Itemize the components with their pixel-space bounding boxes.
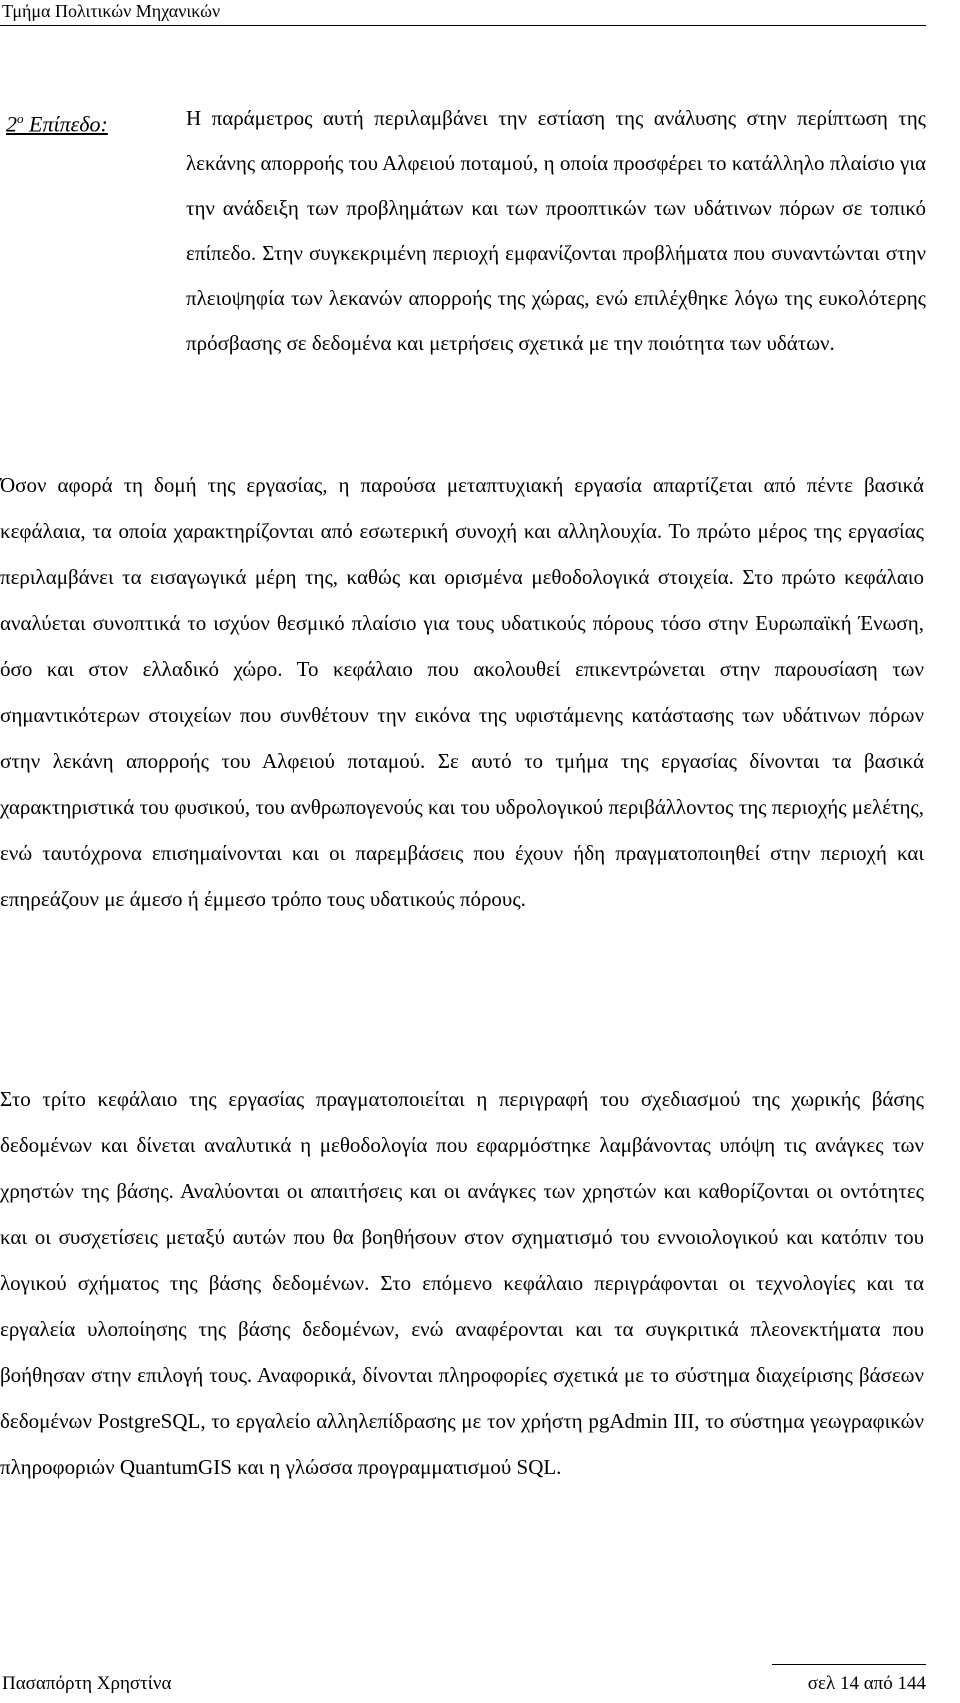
level-section	[0, 96, 926, 366]
page-header	[0, 0, 926, 22]
footer-page-number: σελ 14 από 144	[807, 1673, 926, 1694]
paragraph-chapters: Στο τρίτο κεφάλαιο της εργασίας πραγματοποιείται η περιγραφή του σχεδιασμού της χωρικής βάσης δεδομένων και δίνεται αναλυτικά η μεθοδολογία που εφαρμόστηκε λαμβάνοντας υπόψη τις ανάγκες των χρηστών της βάσης. Αναλύονται οι απαιτήσεις και οι ανάγκες των χρηστών και καθορίζονται οι οντότητες και οι συσχετίσεις μεταξύ αυτών που θα βοηθήσουν στον σχηματισμό του εννοιολογικού και κατόπιν του λογικού σχήματος της βάσης δεδομένων. Στο επόμενο κεφάλαιο περιγράφονται οι τεχνολογίες και τα εργαλεία υλοποίησης της βάσης δεδομένων, ενώ αναφέρονται και τα συγκριτικά πλεονεκτήματα που βοήθησαν στην επιλογή τους. Αναφορικά, δίνονται πληροφορίες σχετικά με το σύστημα διαχείρισης βάσεων δεδομένων PostgreSQL, το εργαλείο αλληλεπίδρασης με τον χρήστη pgAdmin III, το σύστημα γεωγραφικών πληροφοριών QuantumGIS και η γλώσσα προγραμματισμού SQL.	[0, 1087, 924, 1479]
paragraph-structure: Όσον αφορά τη δομή της εργασίας, η παρούσα μεταπτυχιακή εργασία απαρτίζεται από πέντε βασικά κεφάλαια, τα οποία χαρακτηρίζονται από εσωτερική συνοχή και αλληλουχία. Το πρώτο μέρος της εργασίας περιλαμβάνει τα εισαγωγικά μέρη της, καθώς και ορισμένα μεθοδολογικά στοιχεία. Στο πρώτο κεφάλαιο αναλύεται συνοπτικά το ισχύον θεσμικό πλαίσιο για τους υδατικούς πόρους τόσο στην Ευρωπαϊκή Ένωση, όσο και στον ελλαδικό χώρο. Το κεφάλαιο που ακολουθεί επικεντρώνεται στην παρουσίαση των σημαντικότερων στοιχείων που συνθέτουν την εικόνα της υφιστάμενης κατάστασης των υδάτινων πόρων στην λεκάνη απορροής του Αλφειού ποταμού. Σε αυτό το τμήμα της εργασίας δίνονται τα βασικά χαρακτηριστικά του φυσικού, του ανθρωπογενούς και του υδρολογικού περιβάλλοντος της περιοχής μελέτης, ενώ ταυτόχρονα επισημαίνονται και οι παρεμβάσεις που έχουν ήδη πραγματοποιηθεί στην περιοχή και επηρεάζουν με άμεσο ή έμμεσο τρόπο τους υδατικούς πόρους.	[0, 473, 924, 911]
header-divider	[0, 25, 926, 26]
header-title: Τμήμα Πολιτικών Μηχανικών	[2, 1, 221, 21]
footer-author: Πασαπόρτη Χρηστίνα	[2, 1673, 172, 1694]
level-label: $2^o$ Επίπεδο:	[6, 111, 108, 137]
page-footer	[0, 1672, 926, 1696]
footer-divider	[772, 1664, 926, 1665]
level-description: Η παράμετρος αυτή περιλαμβάνει την εστίαση της ανάλυσης στην περίπτωση της λεκάνης απορροής του Αλφειού ποταμού, η οποία προσφέρει το κατάλληλο πλαίσιο για την ανάδειξη των προβλημάτων και των προοπτικών των υδάτινων πόρων σε τοπικό επίπεδο. Στην συγκεκριμένη περιοχή εμφανίζονται προβλήματα που συναντώνται στην πλειοψηφία των λεκανών απορροής της χώρας, ενώ επιλέχθηκε λόγω της ευκολότερης πρόσβασης σε δεδομένα και μετρήσεις σχετικά με την ποιότητα των υδάτων.	[186, 106, 926, 355]
